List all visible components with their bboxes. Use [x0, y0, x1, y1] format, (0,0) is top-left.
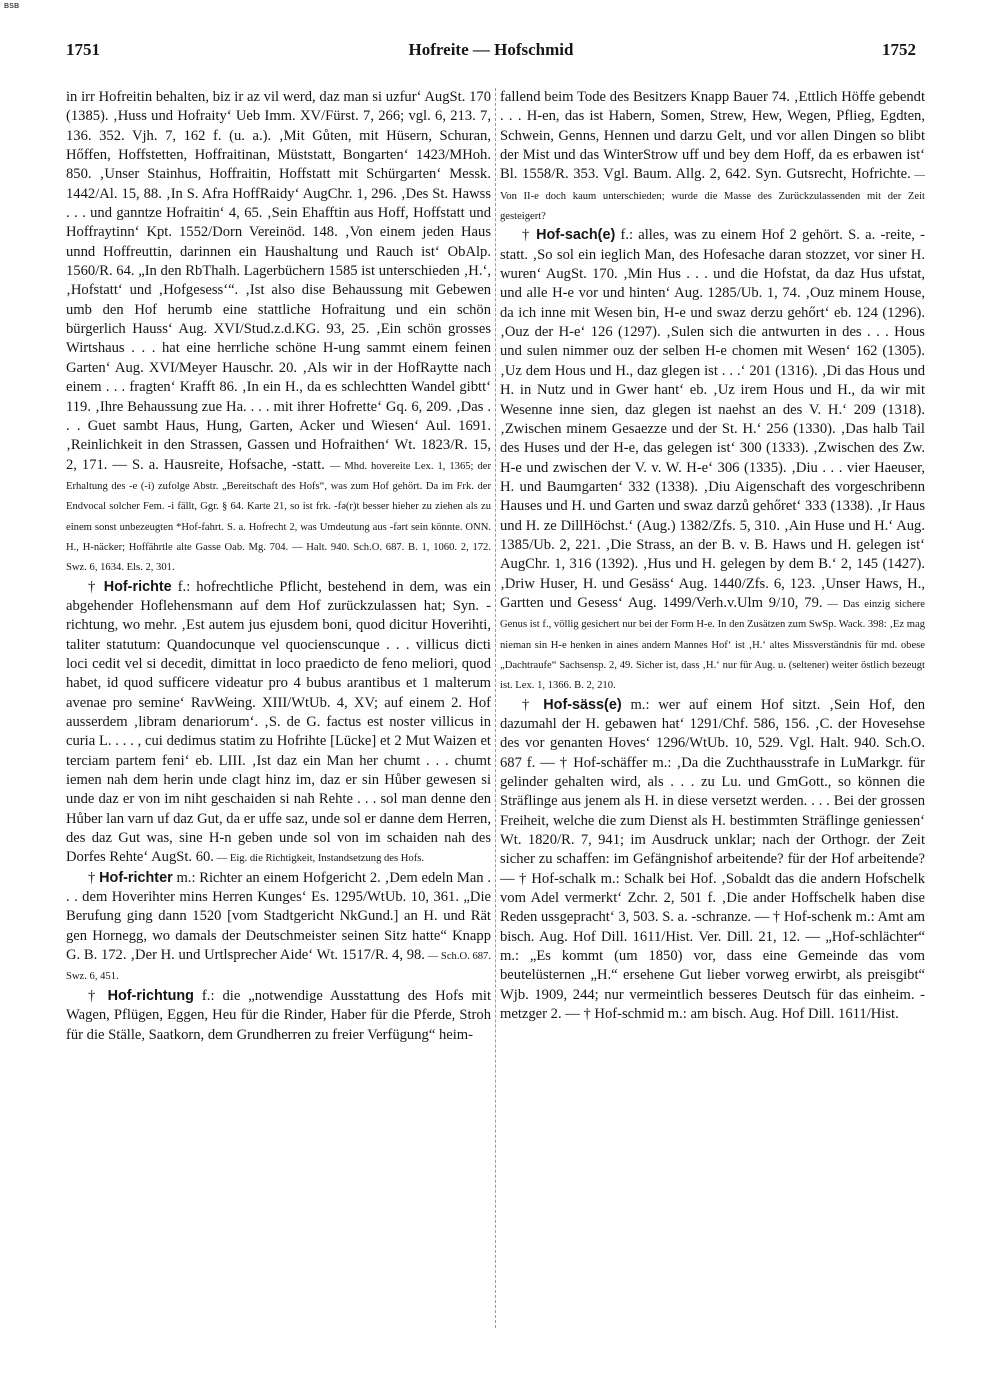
headword: Hof-richter	[99, 869, 173, 886]
dagger-mark: †	[88, 578, 104, 595]
entry-text: m.: wer auf einem Hof sitzt. ‚Sein Hof, den dazumahl der H. gebawen hat‘ 1291/Chf. 586, 156. ‚C. der Hovesehse des vor genanten Hoves‘ 1296/WtUb. 10, 529. Vgl. Halt. 940. Sch.O. 687 f. — † Hof-schäffer m.: ‚Da die Zuchthausstrafe in LuMarkgr. für gelinder gehalten wird, als . . . zu Lu. und GmGott., so können die Sträflinge aus jenem als H. in diese versetzt werden. . . . Bei der grossen Freiheit, welche die zum Dienst als H. bestimmten Sträflinge geniessen‘ Wt. 1820/R. 7, 941; im Ausdruck unklar; nach der Orthogr. der Zeit sicher zu schaffen: im Gefängnishof arbeitende? für der Hof arbeitende? — † Hof-schalk m.: Schalk bei Hof. ‚Sobaldt das die andern Hofschelk vom Adel vermerkt‘ Zchr. 2, 501 f. ‚Die ander Hoffschelk haben dise Reden ussgepracht‘ 3, 503. S. a. -schranze. — † Hof-schenk m.: Amt am bisch. Aug. Hof Dill. 1611/Hist. Ver. Dill. 21, 12. — „Hof-schlächter“ m.: „Es kommt (um 1850) vor, dass eine Gemeinde das vom beutelüsternen „H.“ ersehene Gut lieber vorweg erwirbt, als preisgibt“ Wjb. 1909, 244; nur vermeintlich besseres Deutsch für das einheim. -metzger 2. — † Hof-schmid m.: am bisch. Aug. Hof Dill. 1611/Hist.	[500, 696, 925, 1023]
column-divider	[495, 88, 496, 1328]
entry-hof-richter	[66, 869, 491, 987]
dagger-mark: †	[522, 227, 537, 244]
headword: Hof-sach(e)	[536, 227, 616, 244]
entry-hof-richtung	[66, 987, 491, 1045]
library-stamp: BSB	[4, 3, 20, 10]
headword: Hof-richtung	[107, 987, 194, 1004]
paragraph-text: in irr Hofreitin behalten, biz ir az vil werd, daz man si uzfur‘ AugSt. 170 (1385). ‚Huss und Hofraity‘ Ueb Imm. XV/Fürst. 7, 266; vgl. 6, 213. 7, 136. 352. Vjh. 7, 162 f. (u. a.). ‚Mit Gůten, mit Hüsern, Schuran, Hőffen, Hoffstetten, Hoffraitinan, Müststatt, Bongarten‘ 1423/MHoh. 850. ‚Unser Stainhus, Hoffraitin, Hoffstatt mit Schürgarten‘ Messk. 1442/Al. 15, 88. ‚In S. Afra HoffRaidy‘ AugChr. 1, 296. ‚Des St. Hawss . . . und ganntze Hofraitin‘ 4, 65. ‚Sein Ehafftin aus Hoff, Hoffstatt und Hoffraytinn‘ Kpt. 1552/Dorn Vereinöd. 148. ‚Von einem jeden Haus unnd Hoffreuttin, darinnen ein Haushaltung und Rauch ist‘ ObAlp. 1560/R. 64. „In den RbThalh. Lagerbüchern 1585 ist unterschieden ‚H.‘, ‚Hofstatt‘ und ‚Hofgesess‘“. ‚Ist also dise Behaussung mit Gebewen umb den Hof herumb eine stattliche Hofraitung und ein schön bürgerlich Hauss‘ Aug. XVI/Stud.z.d.KG. 93, 25. ‚Ein schön grosses Wirtshaus . . . hat eine herrliche schöne H-ung sammt einem feinen Garten‘ Aug. XVI/Meyer Hauschr. 20. ‚Als wir in der HofRaytte nach einem . . . fragten‘ Krafft 86. ‚In ein H., da es schlechtten Wandel gibtt‘ 119. ‚Ihre Behaussung zue Ha. . . . mit ihrer Hofrette‘ Gq. 6, 209. ‚Das . . . Guet sambt Haus, Hung, Garten, Acker und Wiesen‘ Aul. 1691. ‚Reinlichkeit in den Strassen, Gassen und Hofraithen‘ Wt. 1823/R. 15, 2, 171. — S. a. Hausreite, Hofsache, -statt.	[66, 89, 491, 473]
entry-text: f.: alles, was zu einem Hof 2 gehört. S. a. -reite, -statt. ‚So sol ein ieglich Man, des Hofesache daran stozzet, vor siner H. wuren‘ AugSt. 170. ‚Min Hus . . . und die Hofstat, da daz Hus ufstat, und alle H-e vor und hinten‘ Aug. 1285/Ub. 1, 74. ‚Ouz minem House, da ich inne mit Wesen bin, H-e und swaz derzu gehőrt‘ eb. 124 (1296). ‚Ouz der H-e‘ 126 (1297). ‚Sulen sich die antwurten in des . . . Hous und sulen nimmer ouz der selben H-e chomen mit Wesen‘ 162 (1305). ‚Uz dem Hous und H., daz glegen ist . . .‘ 201 (1316). ‚Di das Hous und H. in Nutz und in Gwer hant‘ eb. ‚Uz irem Hous und H., da wir mit Wesenne inne sien, daz glegen ist naehst an des V. H.‘ 209 (1318). ‚Zwischen minem Gesaezze und der St. H.‘ 256 (1330). ‚Das halb Tail des Huses und der H-e, das gelegen ist‘ 300 (1333). ‚Zwischen des Zw. H-e und zwischen der V. v. W. H-e‘ 306 (1335). ‚Diu . . . vier Haeuser, H. und Baumgarten‘ 332 (1338). ‚Diu Aigenschaft des vorgeschribenn Hauses und H. und Garten und swaz darzů gehőret‘ 333 (1338). ‚Ir Haus und H. ze DillHöchst.‘ (Aug.) 1382/Zfs. 5, 310. ‚Ain Huse und H.‘ Aug. 1385/Ub. 2, 221. ‚Die Strass, an der B. v. B. Haws und H. gelegen ist‘ AugChr. 1, 316 (1392). ‚Hus und H. gelegen by dem B.‘ 2, 145 (1427). ‚Driw Huser, H. und Gesäss‘ Aug. 1440/Zfs. 6, 123. ‚Unser Haws, H., Gartten und Gesess‘ Aug. 1499/Verh.v.Ulm 9/10, 79.	[500, 227, 925, 611]
left-column	[66, 88, 491, 1328]
hof-richtung-continuation	[500, 88, 925, 226]
entry-note: — Das einzig sichere Genus ist f., völlig gesichert nur bei der Form H-e. In den Zusätzen zum SwSp. Wack. 398: ‚Ez mag nieman sin H-e henken in aines andern Mannes Hof‘ ist ‚H.‘ altes Missverständnis für md. obese „Dachtraufe“ Sachsensp. 2, 49. Sicher ist, dass ‚H.‘ nur für Aug. u. (seltener) weiter östlich bezeugt ist. Lex. 1, 1366. B. 2, 210.	[500, 598, 925, 692]
dagger-mark: †	[88, 869, 100, 886]
page-header	[66, 40, 916, 66]
paragraph-text: fallend beim Tode des Besitzers Knapp Bauer 74. ‚Ettlich Höffe gebendt . . . H-en, das ist Habern, Somen, Strew, Hew, Wegen, Pflieg, Egdten, Schwein, Genns, Hennen und darzu Gelt, und vor allen Dingen so blibt der Mist und das WinterStrow uff und bey dem Hoff, da es erbawen ist‘ Bl. 1558/R. 353. Vgl. Baum. Allg. 2, 642. Syn. Gutsrecht, Hofrichte.	[500, 89, 925, 183]
entry-hof-sache	[500, 226, 925, 695]
entry-text: f.: hofrechtliche Pflicht, bestehend in dem, was ein abgehender Hoflehensmann auf dem Hof zurückzulassen hat; Syn. -richtung, wo mehr. ‚Est autem jus ejusdem boni, quod dicitur Hoverihti, taliter statutum: Quandocunque vel quocienscunque . . . villicus dicti loci cedit vel si decedit, dimittat in loco praedicto de feno meliori, quod habet, id quod sufficere videatur pro 4 bubus arantibus et 1 malterum avenae pro semine‘ RavWeing. XIII/WtUb. 4, XV; auf einem 2. Hof ausserdem ‚libram denariorum‘. ‚S. de G. factus est noster villicus in curia L. . . . , cui dedimus statim zu Hofrihte [Lücke] et 2 Mut Waizen et terciam partem feni‘ eb. LIII. ‚Ist daz ein Man her chumt . . . chumt iemen nah dem herin unde clagt hinz im, daz er sin Hůber gewesen si unde daz er von im niht geschaiden si nah Rehte . . . sol man denne den Hůber lan varn uf daz Gut, da er uffe saz, unde sol er danne dem Herren, des daz Gut was, sine H-n geben unde sol von im schaiden nah des Dorfes Rehte‘ AugSt. 60.	[66, 578, 491, 866]
entry-text: f.: die „notwendige Ausstattung des Hofs mit Wagen, Pflügen, Eggen, Heu für die Rinder, Haber für die Pferde, Stroh für die Ställe, Saatkorn, dem Grundherren zu freier Verfügung“ heim-	[66, 987, 491, 1043]
right-column	[500, 88, 925, 1328]
left-column-number: 1751	[66, 40, 100, 59]
entry-text: m.: Richter an einem Hofgericht 2. ‚Dem edeln Man . . . dem Hoverihter mins Herren Kunges‘ Es. 1295/WtUb. 10, 361. „Die Berufung ging dann 1520 [vom Stadtgericht NkGund.] an H. und Rät gen Hornegg, wo damals der Deutschmeister seinen Sitz hatte“ Knapp G. B. 172. ‚Der H. und Urtlsprecher Aide‘ Wt. 1517/R. 4, 98.	[66, 869, 491, 964]
hofreite-continuation	[66, 88, 491, 578]
right-column-number: 1752	[882, 40, 916, 59]
headword: Hof-säss(e)	[543, 696, 622, 713]
entry-hof-saesse	[500, 696, 925, 1025]
dagger-mark: †	[522, 696, 544, 713]
entry-hof-richte	[66, 578, 491, 869]
running-title: Hofreite — Hofschmid	[408, 40, 574, 59]
entry-note: — Eig. die Richtigkeit, Instandsetzung des Hofs.	[213, 853, 425, 865]
etymology-note: — Mhd. hovereite Lex. 1, 1365; der Erhaltung des -e (-i) zufolge Abstr. „Bereitschaft des Hofs“, was zum Hof gehört. Da im Frk. der Endvocal solcher Fem. -i fällt, Ggr. § 64. Karte 21, so ist frk. -fə(r)t besser hieher zu ziehen als zu einem sonst unbezeugten *Hof-fahrt. S. a. Hofrecht 2, was Umdeutung aus -fərt sein könnte. ONN. H., H-näcker; Hoffährtle alte Gasse Oab. Mg. 704. — Halt. 940. Sch.O. 687. B. 1, 1060. 2, 172. Swz. 6, 1634. Els. 2, 301.	[66, 460, 491, 574]
entry-note: — Von II-e doch kaum unterschieden; wurde die Masse des Zurückzulassenden mit der Zeit gesteigert?	[500, 170, 925, 223]
dagger-mark: †	[88, 987, 108, 1004]
entry-note: — Sch.O. 687. Swz. 6, 451.	[66, 951, 491, 983]
headword: Hof-richte	[103, 578, 172, 595]
